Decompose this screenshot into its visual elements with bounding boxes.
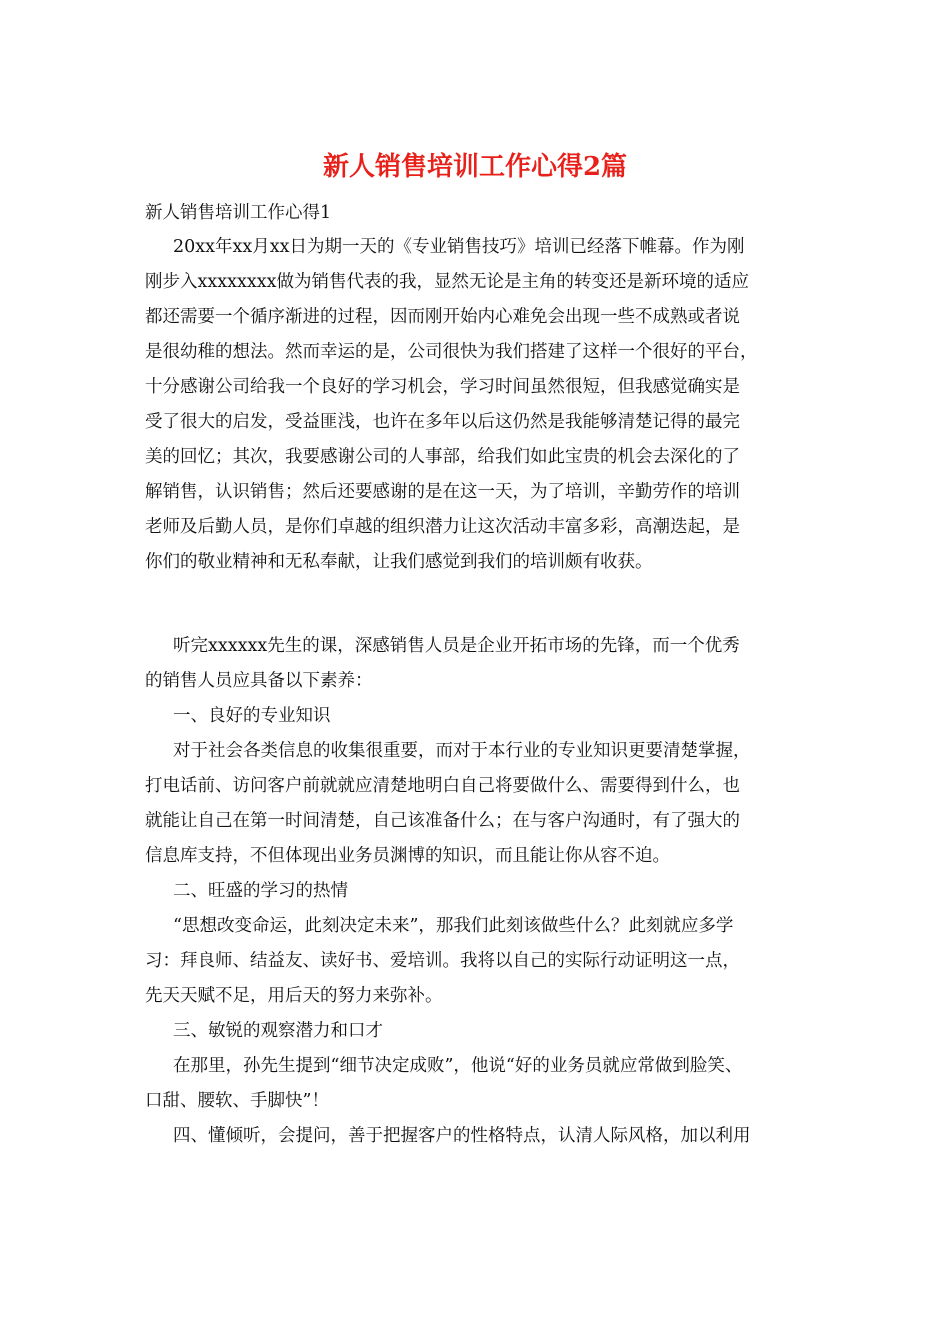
paragraph-line: 受了很大的启发，受益匪浅，也许在多年以后这仍然是我能够清楚记得的最完 [145,412,740,432]
paragraph-line: 美的回忆；其次，我要感谢公司的人事部，给我们如此宝贵的机会去深化的了 [145,447,740,467]
paragraph-line: 就能让自己在第一时间清楚，自己该准备什么；在与客户沟通时，有了强大的 [145,811,740,831]
list-heading-3: 三、敏锐的观察潜力和口才 [173,1021,383,1041]
list-heading-2: 二、旺盛的学习的热情 [173,881,348,901]
paragraph-line: 先天天赋不足，用后天的努力来弥补。 [145,986,443,1006]
paragraph-line: 是很幼稚的想法。然而幸运的是，公司很快为我们搭建了这样一个很好的平台， [145,342,758,362]
paragraph-line: 习：拜良师、结益友、读好书、爱培训。我将以自己的实际行动证明这一点， [145,951,740,971]
paragraph-line: 听完xxxxxx先生的课，深感销售人员是企业开拓市场的先锋，而一个优秀 [173,636,740,656]
paragraph-line: 你们的敬业精神和无私奉献，让我们感觉到我们的培训颇有收获。 [145,552,653,572]
paragraph-line: 在那里，孙先生提到“细节决定成败”，他说“好的业务员就应常做到脸笑、 [173,1056,743,1076]
paragraph-line: 口甜、腰软、手脚快”！ [145,1091,329,1111]
paragraph-line: 信息库支持，不但体现出业务员渊博的知识，而且能让你从容不迫。 [145,846,670,866]
list-heading-4: 四、懂倾听，会提问，善于把握客户的性格特点，认清人际风格，加以利用 [173,1126,751,1146]
paragraph-line: 对于社会各类信息的收集很重要，而对于本行业的专业知识更要清楚掌握， [173,741,751,761]
paragraph-line: 老师及后勤人员，是你们卓越的组织潜力让这次活动丰富多彩，高潮迭起，是 [145,517,740,537]
section-heading-1: 新人销售培训工作心得1 [145,203,332,223]
paragraph-line: “思想改变命运，此刻决定未来”，那我们此刻该做些什么？此刻就应多学 [173,916,734,936]
paragraph-line: 都还需要一个循序渐进的过程，因而刚开始内心难免会出现一些不成熟或者说 [145,307,740,327]
list-heading-1: 一、良好的专业知识 [173,706,331,726]
paragraph-line: 打电话前、访问客户前就就应清楚地明白自己将要做什么、需要得到什么，也 [145,776,740,796]
paragraph-line: 20xx年xx月xx日为期一天的《专业销售技巧》培训已经落下帷幕。作为刚 [173,237,745,257]
paragraph-line: 的销售人员应具备以下素养： [145,671,373,691]
paragraph-line: 十分感谢公司给我一个良好的学习机会，学习时间虽然很短，但我感觉确实是 [145,377,740,397]
document-title: 新人销售培训工作心得2篇 [322,152,628,182]
paragraph-line: 刚步入xxxxxxxx做为销售代表的我，显然无论是主角的转变还是新环境的适应 [145,272,749,292]
paragraph-line: 解销售，认识销售；然后还要感谢的是在这一天，为了培训，辛勤劳作的培训 [145,482,740,502]
